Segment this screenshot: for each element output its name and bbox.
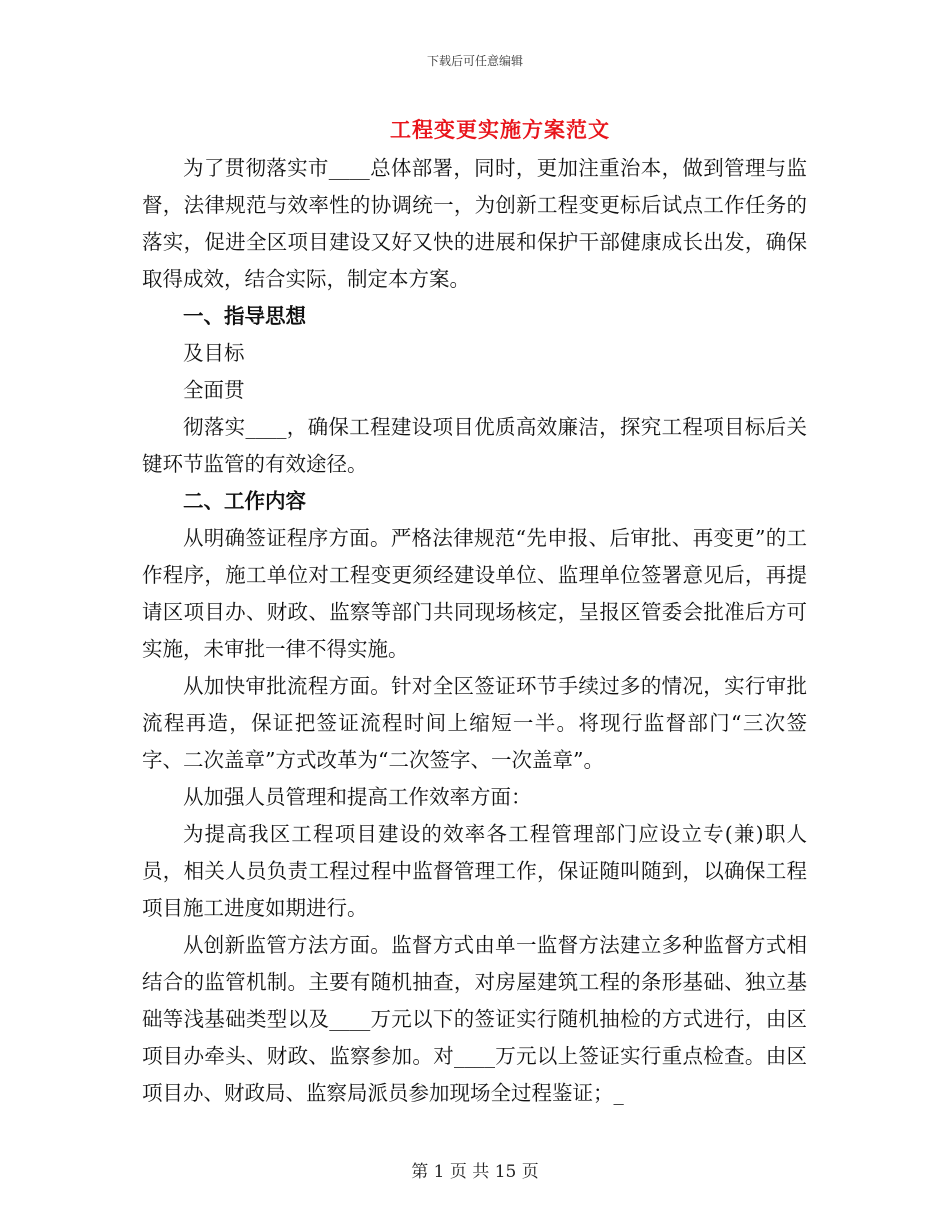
document-body bbox=[142, 150, 807, 1112]
paragraph-approval-process: 从加快审批流程方面。针对全区签证环节手续过多的情况，实行审批流程再造，保证把签证流程时间上缩短一半。将现行监督部门“三次签字、二次盖章”方式改革为“二次签字、一次盖章”。 bbox=[142, 674, 807, 772]
paragraph-implementation: 彻落实____，确保工程建设项目优质高效廉洁，探究工程项目标后关键环节监管的有效途径。 bbox=[142, 415, 807, 476]
paragraph-efficiency: 为提高我区工程项目建设的效率各工程管理部门应设立专(兼)职人员，相关人员负责工程过程中监督管理工作，保证随叫随到，以确保工程项目施工进度如期进行。 bbox=[142, 822, 807, 920]
paragraph-comprehensive: 全面贯 bbox=[183, 378, 245, 402]
intro-paragraph: 为了贯彻落实市____总体部署，同时，更加注重治本，做到管理与监督，法律规范与效率性的协调统一，为创新工程变更标后试点工作任务的落实，促进全区项目建设又好又快的进展和保护干部健康成长出发，确保取得成效，结合实际，制定本方案。 bbox=[142, 156, 807, 291]
section-heading-work-content: 二、工作内容 bbox=[183, 489, 306, 513]
page-header-note: 下载后可任意编辑 bbox=[426, 54, 523, 68]
paragraph-goals: 及目标 bbox=[183, 341, 245, 365]
section-heading-guiding-ideology: 一、指导思想 bbox=[183, 304, 306, 328]
paragraph-visa-procedure: 从明确签证程序方面。严格法律规范“先申报、后审批、再变更”的工作程序，施工单位对工程变更须经建设单位、监理单位签署意见后，再提请区项目办、财政、监察等部门共同现场核定，呈报区管委会批准后方可实施，未审批一律不得实施。 bbox=[142, 526, 807, 661]
page-number: 第 1 页 共 15 页 bbox=[411, 1162, 539, 1182]
document-title: 工程变更实施方案范文 bbox=[390, 117, 610, 142]
paragraph-staff-management: 从加强人员管理和提高工作效率方面： bbox=[183, 785, 532, 809]
paragraph-supervision-methods: 从创新监管方法方面。监督方式由单一监督方法建立多种监督方式相结合的监管机制。主要有随机抽查，对房屋建筑工程的条形基础、独立基础等浅基础类型以及____万元以下的签证实行随机抽检的方式进行，由区项目办牵头、财政、监察参加。对____万元以上签证实行重点检查。由区项目办、财政局、监察局派员参加现场全过程鉴证；_ bbox=[142, 933, 807, 1105]
